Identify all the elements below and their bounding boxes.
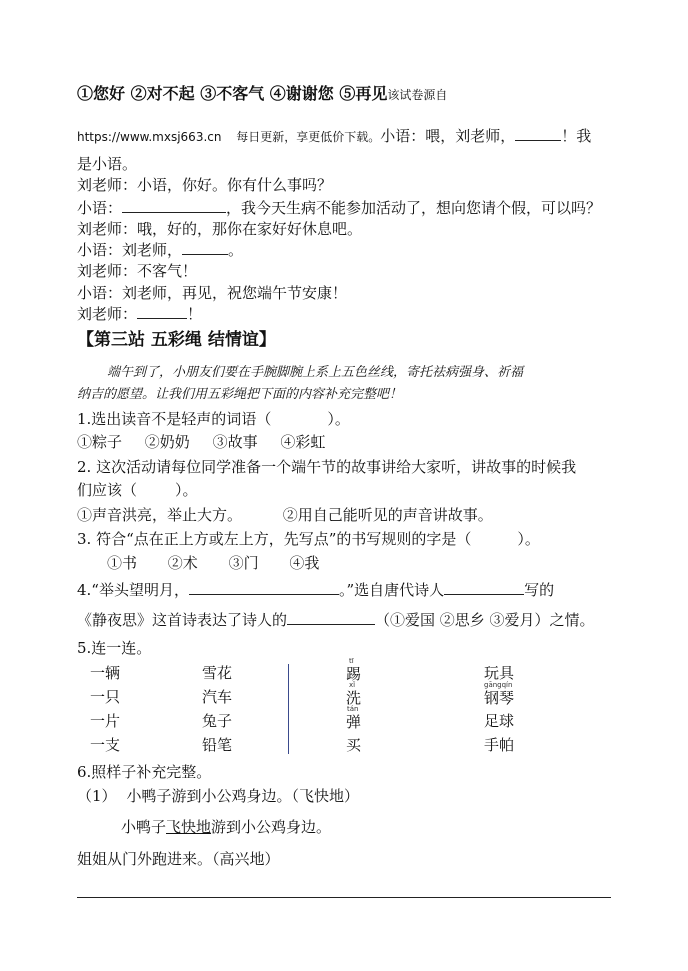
dialog-prefix: 刘老师：	[77, 305, 138, 323]
pinyin-label: tán	[347, 705, 359, 713]
match-col-1-item[interactable]: 一只	[90, 688, 121, 706]
stem-text: （①爱国 ②思乡 ③爱月）之情。	[375, 611, 595, 629]
dialog-line: 刘老师：不客气！	[77, 262, 198, 280]
dialog-line: 刘老师：哦，好的，那你在家好好休息吧。	[77, 220, 363, 238]
question-4-line-2	[77, 610, 595, 630]
source-url: https://www.mxsj663.cn	[77, 130, 222, 144]
match-col-2-item[interactable]: 雪花	[202, 664, 233, 682]
stem-end: ）。	[175, 481, 198, 499]
match-col-2-item[interactable]: 铅笔	[202, 736, 233, 754]
dialog-suffix: ！	[187, 305, 203, 323]
match-col-4-item[interactable]: 足球	[484, 712, 515, 730]
option: ②术	[167, 554, 198, 572]
answer-text: 小鸭子	[121, 818, 167, 836]
dialog-prefix: 小语：	[77, 199, 123, 217]
question-6-example	[77, 786, 359, 806]
stem-text: 们应该（	[77, 481, 138, 499]
example-label: （1）	[77, 787, 117, 805]
dialog-start: 小语：喂，刘老师，	[380, 127, 516, 145]
question-6-answer	[121, 817, 331, 837]
dialog-end: ！我	[561, 127, 592, 145]
question-1-options	[77, 432, 325, 452]
watermark-text: 该试卷源自	[387, 88, 448, 102]
match-col-1-item[interactable]: 一支	[90, 736, 121, 754]
match-col-3-item[interactable]: 弹	[346, 713, 362, 731]
stem-text: 3. 符合“点在正上方或左上方，先写点”的书写规则的字是（	[77, 530, 472, 548]
question-5-title: 5.连一连。	[77, 639, 152, 657]
answer-blank[interactable]	[515, 126, 561, 141]
option-5: ⑤再见	[339, 84, 388, 103]
question-1-stem	[77, 409, 350, 429]
option: ①声音洪亮，举止大方。	[77, 506, 243, 524]
pinyin-label: gāngqín	[484, 681, 513, 689]
dialog-line	[77, 240, 243, 260]
answer-blank[interactable]	[182, 240, 228, 255]
dialog-line: 小语：刘老师，再见，祝您端午节安康！	[77, 284, 348, 302]
dialog-line: 是小语。	[77, 155, 138, 173]
option-4: ④谢谢您	[269, 84, 334, 103]
question-3-stem	[77, 529, 540, 549]
match-col-4-item[interactable]: 玩具	[484, 664, 515, 682]
match-col-4-item[interactable]: 钢琴	[484, 689, 515, 707]
match-col-4-item[interactable]: 手帕	[484, 736, 515, 754]
option: ④我	[289, 554, 320, 572]
answer-blank[interactable]	[287, 610, 375, 625]
answer-blank[interactable]	[137, 304, 187, 319]
dialog-suffix: ，我今天生病不能参加活动了，想向您请个假，可以吗？	[226, 199, 602, 217]
divider-line	[288, 664, 289, 754]
source-note: 每日更新，享更低价下载。	[236, 130, 381, 144]
answer-text: 游到小公鸡身边。	[211, 818, 332, 836]
answer-line[interactable]	[77, 897, 611, 898]
match-col-2-item[interactable]: 汽车	[202, 688, 233, 706]
option: ④彩虹	[280, 433, 326, 451]
answer-blank[interactable]	[189, 580, 339, 595]
question-2-stem: 2. 这次活动请每位同学准备一个端午节的故事讲给大家听，讲故事的时候我	[77, 458, 577, 476]
stem-end: ）。	[327, 410, 350, 428]
answer-underlined: 飞快地	[166, 818, 212, 836]
example-text: 小鸭子游到小公鸡身边。（飞快地）	[126, 787, 360, 805]
pinyin-label: xǐ	[349, 681, 356, 689]
match-col-3-item[interactable]: 买	[346, 736, 362, 754]
option-3: ③不客气	[200, 84, 265, 103]
answer-blank[interactable]	[122, 198, 226, 213]
option-1: ①您好	[77, 84, 126, 103]
question-6-task: 姐姐从门外跑进来。（高兴地）	[77, 850, 280, 868]
dialog-line: 刘老师：小语，你好。你有什么事吗？	[77, 176, 333, 194]
option: ①粽子	[77, 433, 123, 451]
dialog-suffix: 。	[228, 241, 244, 259]
dialog-line	[77, 198, 601, 218]
dialog-prefix: 小语：刘老师，	[77, 241, 183, 259]
option: ③门	[228, 554, 259, 572]
match-col-3-item[interactable]: 踢	[346, 665, 362, 683]
option: ①书	[107, 554, 138, 572]
section-title: 【第三站 五彩绳 结情谊】	[77, 330, 276, 350]
question-2-stem-b	[77, 480, 198, 500]
match-col-1-item[interactable]: 一辆	[90, 664, 121, 682]
pinyin-label: tī	[349, 657, 354, 665]
option: ②奶奶	[144, 433, 190, 451]
source-line	[77, 126, 591, 147]
match-col-1-item[interactable]: 一片	[90, 712, 121, 730]
option: ③故事	[212, 433, 258, 451]
question-4-line-1	[77, 580, 554, 600]
stem-text: 。”选自唐代诗人	[338, 581, 445, 599]
stem-text: 写的	[524, 581, 555, 599]
question-6-title: 6.照样子补充完整。	[77, 763, 212, 781]
question-3-options	[107, 553, 319, 573]
stem-text: 1.选出读音不是轻声的词语（	[77, 410, 272, 428]
answer-blank[interactable]	[444, 580, 524, 595]
options-line	[77, 84, 447, 105]
intro-line: 纳吉的愿望。让我们用五彩绳把下面的内容补充完整吧！	[77, 387, 403, 402]
match-col-2-item[interactable]: 兔子	[202, 712, 233, 730]
question-2-options	[77, 505, 493, 525]
option-2: ②对不起	[130, 84, 195, 103]
stem-text: 4.“举头望明月，	[77, 581, 189, 599]
stem-end: ）。	[517, 530, 540, 548]
option: ②用自己能听见的声音讲故事。	[282, 506, 493, 524]
match-col-3-item[interactable]: 洗	[346, 689, 362, 707]
intro-line: 端午到了，小朋友们要在手腕脚腕上系上五色丝线，寄托祛病强身、祈福	[107, 365, 524, 380]
dialog-line	[77, 304, 202, 324]
stem-text: 《静夜思》这首诗表达了诗人的	[77, 611, 288, 629]
